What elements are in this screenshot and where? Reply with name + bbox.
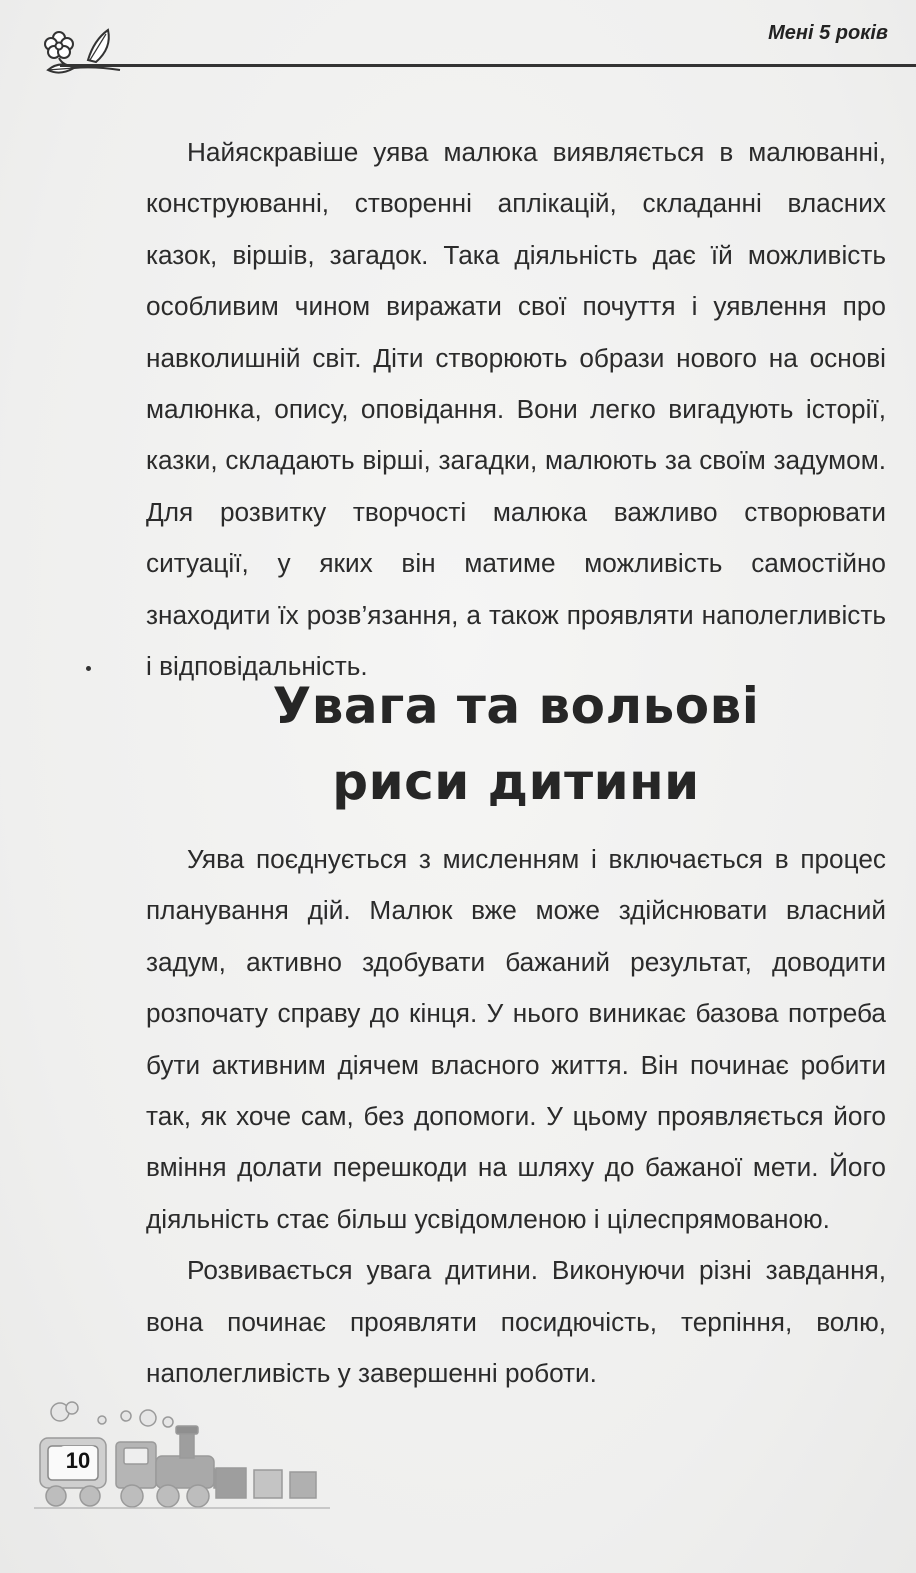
section-heading-line-1: Увага та вольові	[272, 677, 760, 735]
section-heading-line-2: риси дитини	[332, 753, 700, 811]
header-divider	[60, 64, 916, 67]
paragraph-attention: Розвивається увага дитини. Виконуючи різні завдання, вона починає проявляти посидючість, терпіння, волю, наполегливість у завершенні роботи.	[146, 1255, 886, 1389]
page-number: 10	[65, 1448, 91, 1473]
section-heading	[146, 668, 886, 820]
flower-leaf-ornament-icon	[34, 20, 134, 84]
text-block-intro	[146, 127, 886, 692]
running-header-title: Мені 5 років	[768, 22, 888, 44]
paragraph-imagination: Найяскравіше уява малюка виявляється в малюванні, конструюванні, створенні аплікацій, складанні власних казок, віршів, загадок. Така діяльність дає їй можливість особливим чином виражати свої почуття і уявлення про навколишній світ. Діти створюють образи нового на основі малюнка, опису, оповідання. Вони легко вигадують історії, казки, складають вірші, загадки, малюють за своїм задумом. Для розвитку творчості малюка важливо створювати ситуації, у яких він матиме можливість самостійно знаходити їх розв’язання, а також проявляти наполегливість і відповідальність.	[146, 137, 886, 682]
text-block-attention	[146, 834, 886, 1399]
print-speck	[86, 666, 91, 671]
paragraph-planning: Уява поєднується з мисленням і включається в процес планування дій. Малюк вже може здійснювати власний задум, активно здобувати бажаний результат, доводити розпочату справу до кінця. У нього виникає базова потреба бути активним діячем власного життя. Він починає робити так, як хоче сам, без допомоги. У цьому проявляється його вміння долати перешкоди на шляху до бажаної мети. Його діяльність стає більш усвідомленою і цілеспрямованою.	[146, 844, 886, 1234]
